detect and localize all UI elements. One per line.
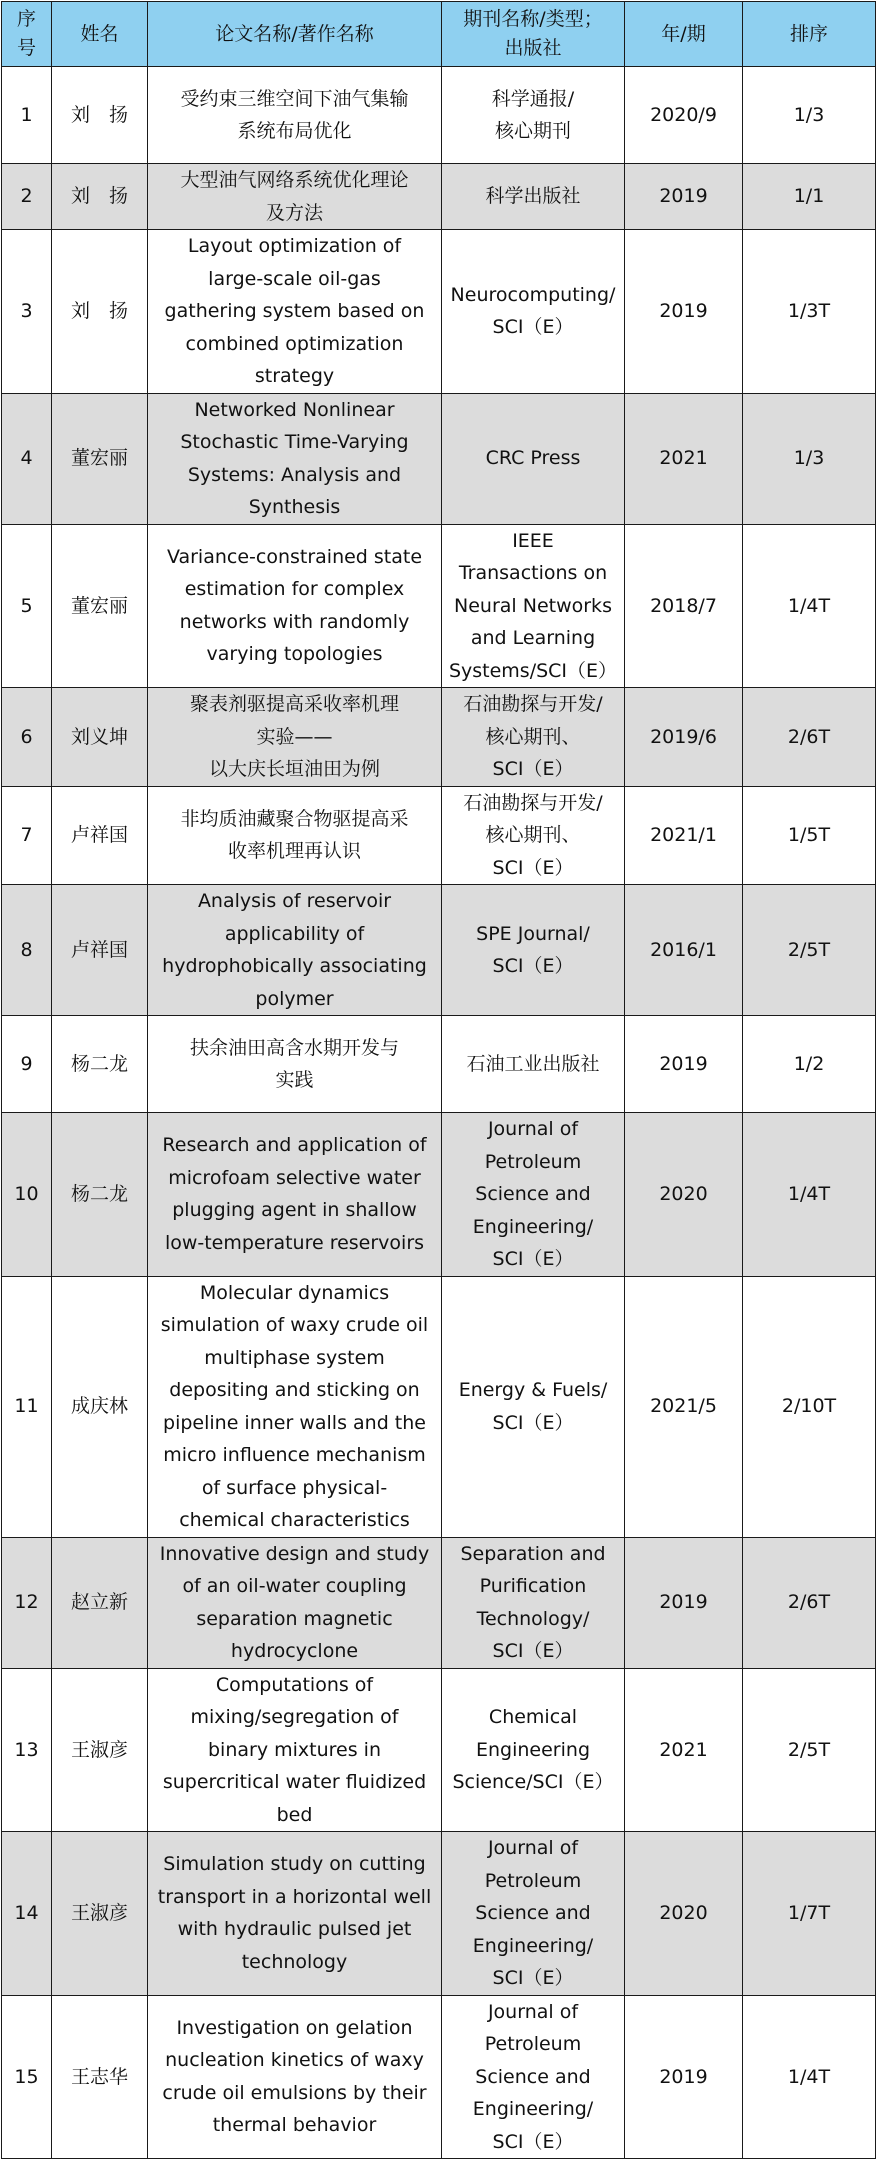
cell-no: 4	[2, 393, 52, 524]
cell-title: Layout optimization of large-scale oil‐gas gathering system based on combined optimization strategy	[148, 230, 442, 394]
cell-name: 杨二龙	[52, 1113, 148, 1277]
cell-name: 王淑彦	[52, 1832, 148, 1996]
cell-date: 2020/9	[625, 67, 743, 164]
header-title: 论文名称/著作名称	[148, 2, 442, 67]
header-row	[2, 2, 876, 67]
cell-journal: CRC Press	[442, 393, 625, 524]
cell-title: Networked Nonlinear Stochastic Time-Varying Systems: Analysis and Synthesis	[148, 393, 442, 524]
table-row	[2, 230, 876, 394]
cell-journal: IEEE Transactions on Neural Networks and Learning Systems/SCI（E）	[442, 524, 625, 688]
cell-title: 聚表剂驱提高采收率机理 实验—— 以大庆长垣油田为例	[148, 688, 442, 787]
cell-title: Variance-constrained state estimation for complex networks with randomly varying topologies	[148, 524, 442, 688]
cell-date: 2019	[625, 164, 743, 230]
cell-title: Computations of mixing/segregation of binary mixtures in supercritical water fluidized bed	[148, 1668, 442, 1832]
cell-no: 3	[2, 230, 52, 394]
table-row	[2, 885, 876, 1016]
table-row	[2, 1832, 876, 1996]
cell-rank: 2/5T	[743, 1668, 876, 1832]
cell-title: 大型油气网络系统优化理论 及方法	[148, 164, 442, 230]
table-row	[2, 1276, 876, 1537]
table-row	[2, 1995, 876, 2159]
cell-rank: 1/2	[743, 1016, 876, 1113]
cell-date: 2021	[625, 393, 743, 524]
cell-name: 成庆林	[52, 1276, 148, 1537]
cell-rank: 1/4T	[743, 1995, 876, 2159]
cell-title: 受约束三维空间下油气集输 系统布局优化	[148, 67, 442, 164]
cell-date: 2019/6	[625, 688, 743, 787]
cell-name: 王淑彦	[52, 1668, 148, 1832]
cell-journal: Chemical Engineering Science/SCI（E）	[442, 1668, 625, 1832]
cell-rank: 1/3T	[743, 230, 876, 394]
cell-no: 12	[2, 1537, 52, 1668]
cell-date: 2020	[625, 1832, 743, 1996]
cell-journal: Separation and Purification Technology/ SCI（E）	[442, 1537, 625, 1668]
cell-date: 2021/5	[625, 1276, 743, 1537]
cell-date: 2019	[625, 1016, 743, 1113]
cell-date: 2021	[625, 1668, 743, 1832]
cell-no: 11	[2, 1276, 52, 1537]
cell-name: 刘 扬	[52, 164, 148, 230]
cell-rank: 2/5T	[743, 885, 876, 1016]
cell-journal: Journal of Petroleum Science and Engineering/ SCI（E）	[442, 1113, 625, 1277]
cell-title: Analysis of reservoir applicability of hydrophobically associating polymer	[148, 885, 442, 1016]
table-row	[2, 1113, 876, 1277]
cell-journal: 科学通报/ 核心期刊	[442, 67, 625, 164]
cell-no: 5	[2, 524, 52, 688]
table-row	[2, 524, 876, 688]
cell-rank: 2/10T	[743, 1276, 876, 1537]
table-row	[2, 1668, 876, 1832]
cell-date: 2019	[625, 1995, 743, 2159]
cell-title: Research and application of microfoam selective water plugging agent in shallow low-temperature reservoirs	[148, 1113, 442, 1277]
cell-rank: 1/4T	[743, 1113, 876, 1277]
cell-rank: 1/7T	[743, 1832, 876, 1996]
header-date: 年/期	[625, 2, 743, 67]
table-row	[2, 688, 876, 787]
cell-name: 刘 扬	[52, 67, 148, 164]
cell-name: 刘义坤	[52, 688, 148, 787]
cell-journal: SPE Journal/ SCI（E）	[442, 885, 625, 1016]
cell-journal: 石油勘探与开发/ 核心期刊、 SCI（E）	[442, 688, 625, 787]
cell-name: 董宏丽	[52, 393, 148, 524]
cell-title: 扶余油田高含水期开发与 实践	[148, 1016, 442, 1113]
cell-name: 王志华	[52, 1995, 148, 2159]
cell-title: Innovative design and study of an oil-water coupling separation magnetic hydrocyclone	[148, 1537, 442, 1668]
cell-title: Simulation study on cutting transport in a horizontal well with hydraulic pulsed jet technology	[148, 1832, 442, 1996]
cell-no: 9	[2, 1016, 52, 1113]
cell-rank: 2/6T	[743, 1537, 876, 1668]
cell-journal: 科学出版社	[442, 164, 625, 230]
table-body	[2, 67, 876, 2159]
cell-journal: Journal of Petroleum Science and Engineering/ SCI（E）	[442, 1995, 625, 2159]
cell-title: Molecular dynamics simulation of waxy crude oil multiphase system depositing and sticking on pipeline inner walls and the micro influence mechanism of surface physical‐ chemical characteristics	[148, 1276, 442, 1537]
cell-name: 赵立新	[52, 1537, 148, 1668]
cell-name: 卢祥国	[52, 786, 148, 885]
cell-rank: 1/4T	[743, 524, 876, 688]
cell-no: 15	[2, 1995, 52, 2159]
cell-name: 董宏丽	[52, 524, 148, 688]
cell-no: 14	[2, 1832, 52, 1996]
cell-journal: Neurocomputing/ SCI（E）	[442, 230, 625, 394]
cell-date: 2021/1	[625, 786, 743, 885]
cell-rank: 1/5T	[743, 786, 876, 885]
cell-rank: 1/3	[743, 393, 876, 524]
table-row	[2, 67, 876, 164]
cell-no: 8	[2, 885, 52, 1016]
cell-rank: 1/1	[743, 164, 876, 230]
cell-journal: Energy & Fuels/ SCI（E）	[442, 1276, 625, 1537]
cell-no: 13	[2, 1668, 52, 1832]
cell-journal: Journal of Petroleum Science and Engineering/ SCI（E）	[442, 1832, 625, 1996]
cell-no: 6	[2, 688, 52, 787]
cell-rank: 2/6T	[743, 688, 876, 787]
table-row	[2, 164, 876, 230]
cell-name: 卢祥国	[52, 885, 148, 1016]
header-no: 序 号	[2, 2, 52, 67]
cell-date: 2018/7	[625, 524, 743, 688]
header-name: 姓名	[52, 2, 148, 67]
table-row	[2, 1537, 876, 1668]
cell-no: 1	[2, 67, 52, 164]
header-rank: 排序	[743, 2, 876, 67]
cell-date: 2019	[625, 230, 743, 394]
cell-rank: 1/3	[743, 67, 876, 164]
table-row	[2, 786, 876, 885]
table-header	[2, 2, 876, 67]
table-row	[2, 393, 876, 524]
cell-date: 2016/1	[625, 885, 743, 1016]
cell-date: 2019	[625, 1537, 743, 1668]
table-row	[2, 1016, 876, 1113]
cell-journal: 石油勘探与开发/ 核心期刊、 SCI（E）	[442, 786, 625, 885]
cell-journal: 石油工业出版社	[442, 1016, 625, 1113]
cell-name: 刘 扬	[52, 230, 148, 394]
cell-date: 2020	[625, 1113, 743, 1277]
header-journal: 期刊名称/类型； 出版社	[442, 2, 625, 67]
cell-no: 2	[2, 164, 52, 230]
cell-name: 杨二龙	[52, 1016, 148, 1113]
cell-title: Investigation on gelation nucleation kinetics of waxy crude oil emulsions by their thermal behavior	[148, 1995, 442, 2159]
publications-table	[1, 1, 876, 2159]
cell-title: 非均质油藏聚合物驱提高采 收率机理再认识	[148, 786, 442, 885]
cell-no: 7	[2, 786, 52, 885]
cell-no: 10	[2, 1113, 52, 1277]
